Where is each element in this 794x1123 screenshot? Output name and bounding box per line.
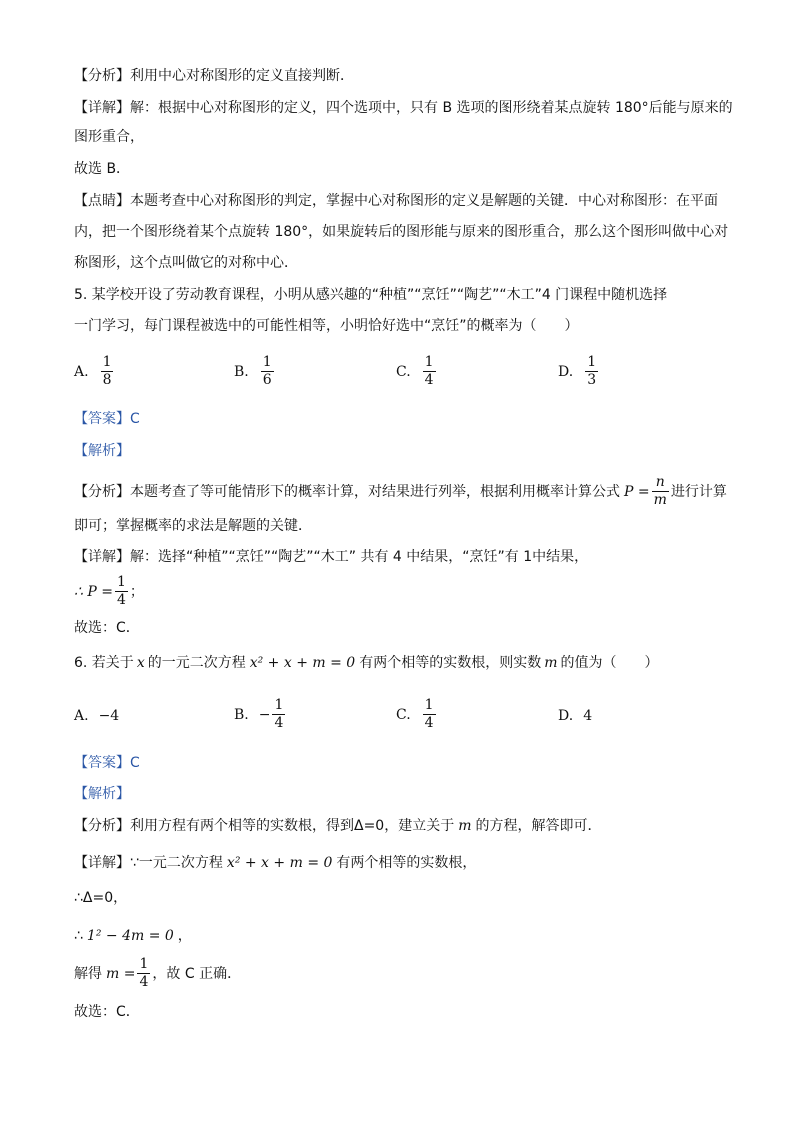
q6-jiexi: 【解析】: [74, 786, 130, 802]
option-value: 4: [583, 708, 593, 724]
analysis-text-end: 进行计算: [670, 483, 727, 500]
option-fraction: $\frac{1}{4}$: [424, 354, 434, 388]
analysis-text: 【分析】利用方程有两个相等的实数根，得到Δ=0，建立关于: [74, 818, 455, 834]
q5-answer: 【答案】C: [74, 411, 140, 427]
detail-line-2: 图形重合，: [74, 129, 144, 145]
q6-choice: 故选：C．: [74, 1004, 140, 1020]
detail-equation: x² + x + m = 0: [226, 855, 333, 871]
q5-option-b: [234, 354, 276, 389]
probability-end: ；: [129, 583, 144, 600]
detail-text: 有两个相等的实数根，: [336, 855, 477, 871]
option-fraction: $\frac{1}{8}$: [102, 354, 112, 388]
q6-detail: [74, 853, 476, 873]
option-letter: B.: [234, 706, 249, 723]
q5-probability-line: [74, 574, 144, 609]
step-text-end: ，故 C 正确．: [152, 965, 242, 982]
analysis-var-m: m: [458, 818, 472, 834]
option-letter: D.: [558, 363, 574, 380]
q5-analysis-line-2: 即可；掌握概率的求法是解题的关键．: [74, 518, 312, 534]
q5-stem-line-1: 5. 某学校开设了劳动教育课程，小明从感兴趣的“种植”“烹饪”“陶艺”“木工”4 门课程中随机选择: [74, 287, 668, 303]
q5-option-a: [74, 354, 115, 389]
option-fraction: $\frac{1}{4}$: [424, 697, 434, 731]
q6-analysis: [74, 816, 602, 836]
q5-option-d: [558, 354, 600, 389]
step-fraction: $\frac{1}{4}$: [139, 956, 149, 990]
q5-choice: 故选：C．: [74, 620, 140, 636]
comment-line-2: 内，把一个图形绕着某个点旋转 180°，如果旋转后的图形能与原来的图形重合，那么这个图形叫做中心对: [74, 224, 729, 240]
detail-text: 【详解】∵一元二次方程: [74, 855, 223, 871]
option-value: −4: [98, 708, 120, 724]
option-fraction: $\frac{1}{4}$: [274, 697, 284, 731]
option-letter: D.: [558, 708, 574, 724]
option-letter: B.: [234, 363, 249, 380]
step-equation: 1² − 4m = 0: [86, 928, 174, 944]
q5-stem-line-2: 一门学习，每门课程被选中的可能性相等，小明恰好选中“烹饪”的概率为（ ）: [74, 318, 579, 334]
step-end: ，: [177, 928, 192, 944]
option-letter: A.: [74, 363, 89, 380]
step-var-m: m =: [106, 965, 136, 982]
q6-option-a: [74, 697, 119, 735]
stem-var-x: x: [136, 655, 145, 671]
stem-text: 的一元二次方程: [147, 655, 246, 671]
q5-analysis-line-1: [74, 474, 727, 509]
option-letter: C.: [396, 363, 411, 380]
option-letter: C.: [396, 706, 411, 723]
probability-fraction: $\frac{1}{4}$: [116, 574, 126, 608]
q6-answer: 【答案】C: [74, 755, 140, 771]
formula-lhs: P =: [624, 483, 650, 500]
option-fraction: $\frac{1}{6}$: [262, 354, 272, 388]
option-sign: −: [258, 706, 271, 723]
option-fraction: $\frac{1}{3}$: [587, 354, 597, 388]
q6-option-d: [558, 697, 592, 735]
comment-line-3: 称图形，这个点叫做它的对称中心．: [74, 255, 298, 271]
q6-step-3: [74, 956, 241, 991]
stem-text: 有两个相等的实数根，则实数: [359, 655, 542, 671]
analysis-text: 【分析】本题考查了等可能情形下的概率计算，对结果进行列举，根据利用概率计算公式: [74, 483, 620, 500]
q6-option-b: [234, 697, 287, 732]
detail-line-1: 【详解】解：根据中心对称图形的定义，四个选项中，只有 B 选项的图形绕着某点旋转 180°后能与原来的: [74, 100, 733, 116]
analysis-line: 【分析】利用中心对称图形的定义直接判断．: [74, 68, 354, 84]
probability-lhs: ∴ P =: [74, 583, 113, 600]
q6-step-2: [74, 926, 192, 946]
stem-equation: x² + x + m = 0: [249, 655, 356, 671]
step-text: 解得: [74, 965, 102, 982]
q5-jiexi: 【解析】: [74, 443, 130, 459]
choice-line: 故选 B．: [74, 161, 131, 177]
therefore-symbol: ∴: [74, 928, 83, 944]
comment-line-1: 【点睛】本题考查中心对称图形的判定，掌握中心对称图形的定义是解题的关键．中心对称图形：在平面: [74, 193, 718, 209]
formula-fraction: $\frac{n}{m}$: [653, 474, 667, 508]
stem-text: 的值为（ ）: [560, 655, 659, 671]
stem-var-m: m: [544, 655, 558, 671]
option-letter: A.: [74, 708, 89, 724]
analysis-text: 的方程，解答即可．: [475, 818, 602, 834]
q5-option-c: [396, 354, 438, 389]
q6-stem: [74, 653, 658, 673]
q6-option-c: [396, 697, 438, 732]
q5-detail-line: 【详解】解：选择“种植”“烹饪”“陶艺”“木工” 共有 4 中结果，“烹饪”有 1中结果，: [74, 549, 589, 565]
q6-step-1: ∴Δ=0，: [74, 890, 128, 906]
stem-text: 6. 若关于: [74, 655, 134, 671]
